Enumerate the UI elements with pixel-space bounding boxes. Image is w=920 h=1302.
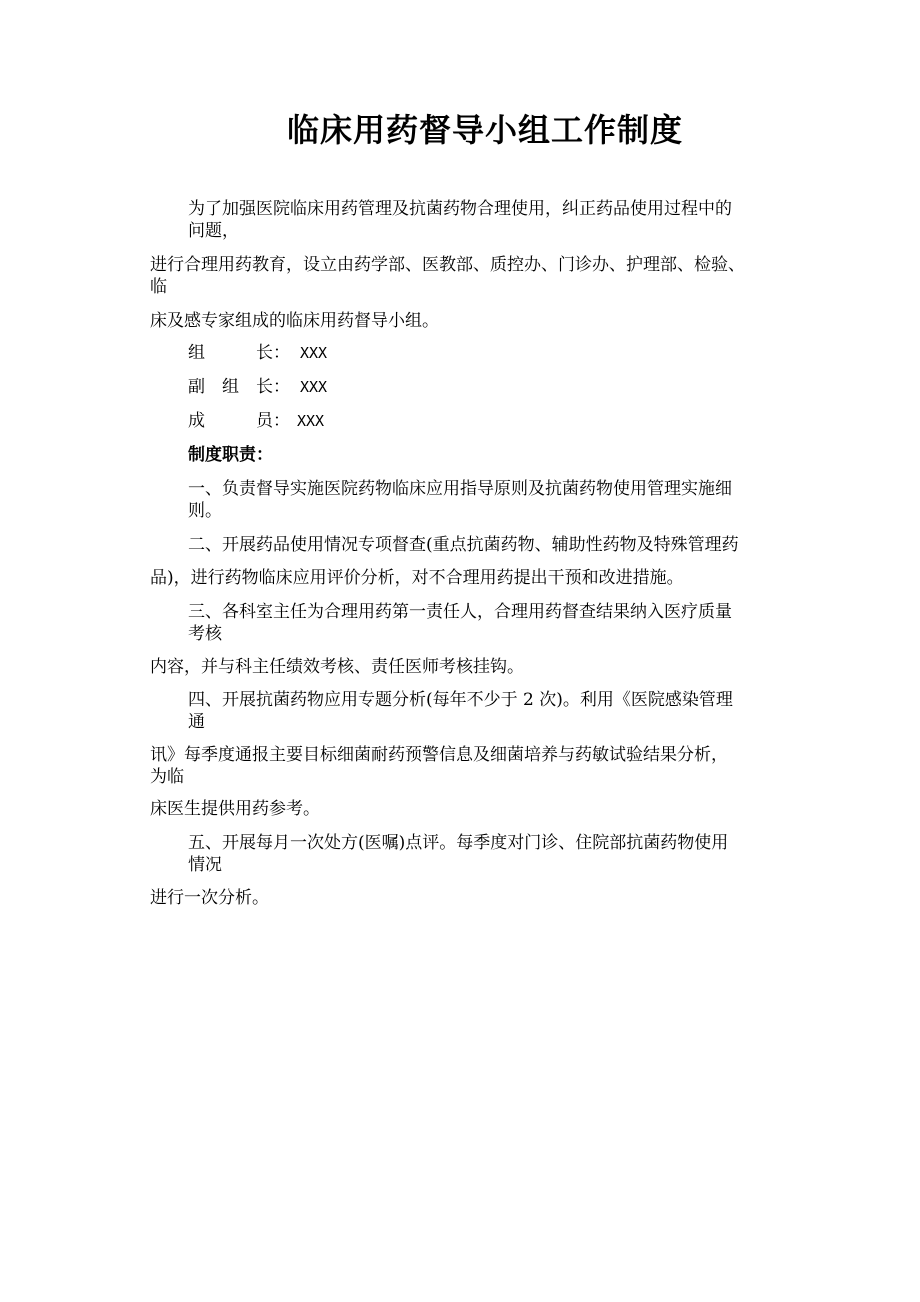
member-value: XXX xyxy=(300,344,328,362)
duty-line: 讯》每季度通报主要目标细菌耐药预警信息及细菌培养与药敏试验结果分析， xyxy=(150,745,728,765)
duty-line: 进行一次分析。 xyxy=(150,888,269,908)
duty-line: 二、开展药品使用情况专项督查(重点抗菌药物、辅助性药物及特殊管理药 xyxy=(188,535,739,555)
member-role: 组 长： xyxy=(188,343,290,363)
duty-line: 一、负责督导实施医院药物临床应用指导原则及抗菌药物使用管理实施细 xyxy=(188,479,732,499)
duty-line: 四、开展抗菌药物应用专题分析(每年不少于 2 次)。利用《医院感染管理 xyxy=(188,690,733,710)
member-value: XXX xyxy=(297,412,325,430)
intro-line: 床及感专家组成的临床用药督导小组。 xyxy=(150,311,439,331)
duty-line: 考核 xyxy=(188,624,222,644)
duty-line: 则。 xyxy=(188,501,222,521)
member-role: 副 组 长： xyxy=(188,377,290,397)
intro-line: 临 xyxy=(150,277,167,297)
member-members xyxy=(188,410,324,432)
duty-line: 品)，进行药物临床应用评价分析，对不合理用药提出干预和改进措施。 xyxy=(150,568,684,588)
duty-line: 通 xyxy=(188,712,205,732)
duties-heading: 制度职责： xyxy=(188,445,273,465)
duty-line: 床医生提供用药参考。 xyxy=(150,799,320,819)
duty-line: 情况 xyxy=(188,855,222,875)
member-leader xyxy=(188,342,327,364)
member-role: 成 员： xyxy=(188,411,290,431)
intro-line: 进行合理用药教育，设立由药学部、医教部、质控办、门诊办、护理部、检验、 xyxy=(150,255,745,275)
intro-line: 问题， xyxy=(188,221,239,241)
duty-line: 五、开展每月一次处方(医嘱)点评。每季度对门诊、住院部抗菌药物使用 xyxy=(188,833,729,853)
intro-line: 为了加强医院临床用药管理及抗菌药物合理使用，纠正药品使用过程中的 xyxy=(188,199,732,219)
duty-line: 三、各科室主任为合理用药第一责任人，合理用药督查结果纳入医疗质量 xyxy=(188,602,732,622)
duty-line: 为临 xyxy=(150,767,184,787)
member-deputy-leader xyxy=(188,376,327,398)
document-title: 临床用药督导小组工作制度 xyxy=(286,111,683,149)
duty-line: 内容，并与科主任绩效考核、责任医师考核挂钩。 xyxy=(150,657,524,677)
member-value: XXX xyxy=(300,378,328,396)
